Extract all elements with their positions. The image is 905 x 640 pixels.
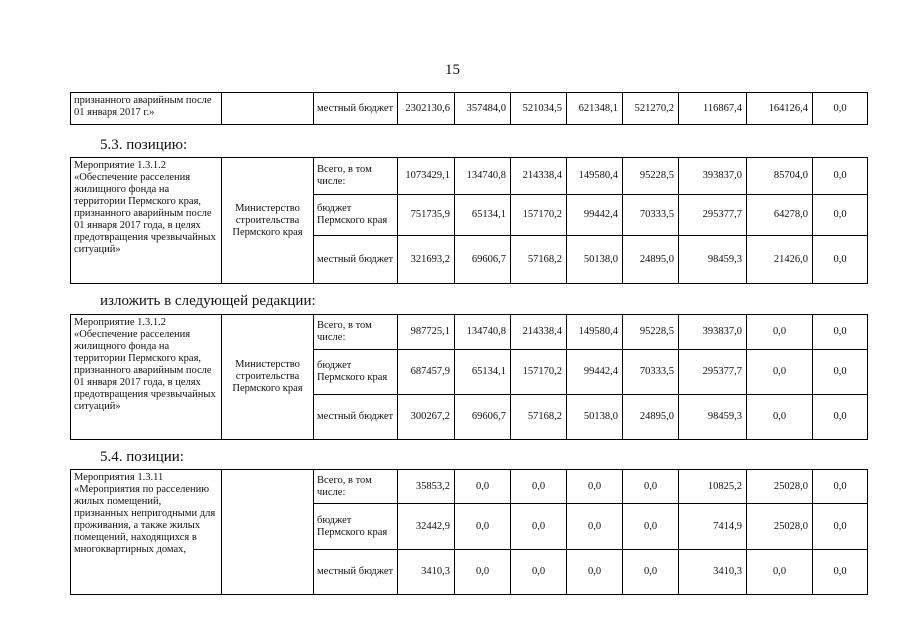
- amount-cell: 0,0: [567, 504, 623, 550]
- amount-cell: 0,0: [813, 93, 868, 125]
- funding-source-cell: местный бюджет: [314, 93, 398, 125]
- amount-cell: 69606,7: [455, 236, 511, 284]
- amount-cell: 0,0: [511, 504, 567, 550]
- amount-cell: 214338,4: [511, 315, 567, 350]
- amount-cell: 521270,2: [623, 93, 679, 125]
- section-heading: 5.3. позицию:: [100, 137, 188, 153]
- amount-cell: 157170,2: [511, 195, 567, 236]
- amount-cell: 21426,0: [747, 236, 813, 284]
- amount-cell: 987725,1: [398, 315, 455, 350]
- amount-cell: 95228,5: [623, 315, 679, 350]
- funding-source-cell: бюджет Пермского края: [314, 195, 398, 236]
- amount-cell: 0,0: [455, 550, 511, 595]
- amount-cell: 0,0: [747, 315, 813, 350]
- amount-cell: 521034,5: [511, 93, 567, 125]
- amount-cell: 0,0: [623, 470, 679, 504]
- amount-cell: 300267,2: [398, 395, 455, 440]
- funding-source-cell: местный бюджет: [314, 550, 398, 595]
- amount-cell: 2302130,6: [398, 93, 455, 125]
- amount-cell: 69606,7: [455, 395, 511, 440]
- funding-source-cell: Всего, в том числе:: [314, 315, 398, 350]
- amount-cell: 0,0: [623, 504, 679, 550]
- amount-cell: 0,0: [813, 470, 868, 504]
- amount-cell: 35853,2: [398, 470, 455, 504]
- amount-cell: 1073429,1: [398, 158, 455, 195]
- amount-cell: 0,0: [747, 350, 813, 395]
- amount-cell: 0,0: [567, 550, 623, 595]
- amount-cell: 295377,7: [679, 195, 747, 236]
- amount-cell: 164126,4: [747, 93, 813, 125]
- amount-cell: 32442,9: [398, 504, 455, 550]
- amount-cell: 3410,3: [679, 550, 747, 595]
- funding-source-cell: местный бюджет: [314, 395, 398, 440]
- amount-cell: 0,0: [813, 550, 868, 595]
- amount-cell: 25028,0: [747, 504, 813, 550]
- amount-cell: 751735,9: [398, 195, 455, 236]
- amount-cell: 295377,7: [679, 350, 747, 395]
- amount-cell: 24895,0: [623, 236, 679, 284]
- executor-cell: Министерство строительства Пермского края: [222, 315, 314, 440]
- amount-cell: 85704,0: [747, 158, 813, 195]
- amount-cell: 134740,8: [455, 315, 511, 350]
- amount-cell: 157170,2: [511, 350, 567, 395]
- amount-cell: 99442,4: [567, 350, 623, 395]
- amount-cell: 95228,5: [623, 158, 679, 195]
- amount-cell: 357484,0: [455, 93, 511, 125]
- amount-cell: 687457,9: [398, 350, 455, 395]
- budget-table-positions: [70, 469, 868, 595]
- amount-cell: 0,0: [813, 236, 868, 284]
- funding-source-cell: Всего, в том числе:: [314, 470, 398, 504]
- executor-cell: [222, 470, 314, 595]
- page-number: 15: [445, 62, 460, 78]
- amount-cell: 621348,1: [567, 93, 623, 125]
- amount-cell: 0,0: [813, 504, 868, 550]
- funding-source-cell: бюджет Пермского края: [314, 504, 398, 550]
- amount-cell: 57168,2: [511, 395, 567, 440]
- budget-table-new: [70, 314, 868, 440]
- amount-cell: 0,0: [567, 470, 623, 504]
- amount-cell: 0,0: [511, 470, 567, 504]
- executor-cell: Министерство строительства Пермского края: [222, 158, 314, 284]
- amount-cell: 10825,2: [679, 470, 747, 504]
- amount-cell: 116867,4: [679, 93, 747, 125]
- budget-table-continuation: [70, 92, 868, 125]
- amount-cell: 214338,4: [511, 158, 567, 195]
- amount-cell: 0,0: [511, 550, 567, 595]
- amount-cell: 70333,5: [623, 195, 679, 236]
- measure-name-cell: Мероприятие 1.3.1.2 «Обеспечение расселения жилищного фонда на территории Пермского края, признанного аварийным после 01 января 2017 года, в целях предотвращения чрезвычайных ситуаций»: [71, 315, 222, 440]
- amount-cell: 98459,3: [679, 236, 747, 284]
- amount-cell: 24895,0: [623, 395, 679, 440]
- amount-cell: 149580,4: [567, 315, 623, 350]
- measure-name-cell: Мероприятие 1.3.1.2 «Обеспечение расселения жилищного фонда на территории Пермского края, признанного аварийным после 01 января 2017 года, в целях предотвращения чрезвычайных ситуаций»: [71, 158, 222, 284]
- amount-cell: 70333,5: [623, 350, 679, 395]
- amount-cell: 0,0: [623, 550, 679, 595]
- amount-cell: 134740,8: [455, 158, 511, 195]
- amount-cell: 25028,0: [747, 470, 813, 504]
- amount-cell: 0,0: [813, 195, 868, 236]
- amount-cell: 64278,0: [747, 195, 813, 236]
- amount-cell: 98459,3: [679, 395, 747, 440]
- funding-source-cell: Всего, в том числе:: [314, 158, 398, 195]
- amount-cell: 57168,2: [511, 236, 567, 284]
- funding-source-cell: местный бюджет: [314, 236, 398, 284]
- amount-cell: 50138,0: [567, 236, 623, 284]
- amount-cell: 0,0: [813, 395, 868, 440]
- amount-cell: 321693,2: [398, 236, 455, 284]
- section-heading: изложить в следующей редакции:: [100, 293, 316, 309]
- amount-cell: 50138,0: [567, 395, 623, 440]
- section-heading: 5.4. позиции:: [100, 449, 184, 465]
- funding-source-cell: бюджет Пермского края: [314, 350, 398, 395]
- amount-cell: 3410,3: [398, 550, 455, 595]
- amount-cell: 65134,1: [455, 195, 511, 236]
- amount-cell: 0,0: [813, 315, 868, 350]
- amount-cell: 393837,0: [679, 158, 747, 195]
- amount-cell: 149580,4: [567, 158, 623, 195]
- amount-cell: 0,0: [455, 470, 511, 504]
- budget-table-old: [70, 157, 868, 284]
- amount-cell: 99442,4: [567, 195, 623, 236]
- measure-name-cell: Мероприятия 1.3.11 «Мероприятия по расселению жилых помещений, признанных непригодными для проживания, а также жилых помещений, находящихся в многоквартирных домах,: [71, 470, 222, 595]
- amount-cell: 7414,9: [679, 504, 747, 550]
- amount-cell: 0,0: [747, 550, 813, 595]
- amount-cell: 0,0: [455, 504, 511, 550]
- amount-cell: 0,0: [813, 158, 868, 195]
- executor-cell: [222, 93, 314, 125]
- amount-cell: 393837,0: [679, 315, 747, 350]
- amount-cell: 0,0: [813, 350, 868, 395]
- amount-cell: 0,0: [747, 395, 813, 440]
- measure-name-cell: признанного аварийным после 01 января 2017 г.»: [71, 93, 222, 125]
- amount-cell: 65134,1: [455, 350, 511, 395]
